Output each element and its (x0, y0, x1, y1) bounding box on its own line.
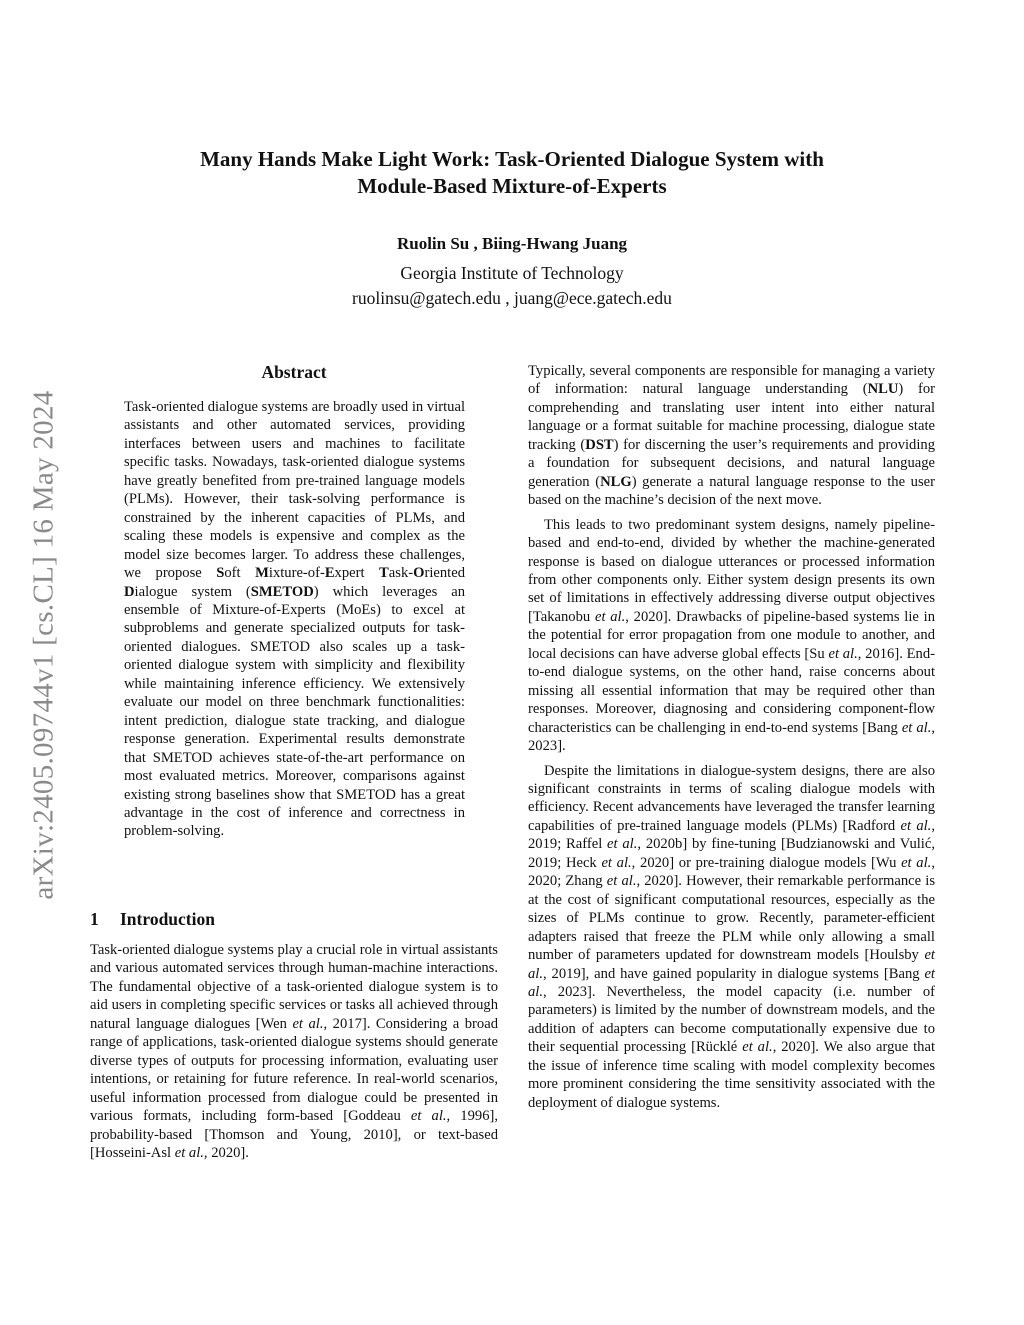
title-line-2: Module-Based Mixture-of-Experts (357, 174, 667, 198)
author-emails: ruolinsu@gatech.edu , juang@ece.gatech.edu (352, 288, 672, 308)
section-number: 1 (90, 909, 99, 929)
abstract-paragraph: Task-oriented dialogue systems are broadly used in virtual assistants and other automated services, providing interfaces between users and machines to facilitate specific tasks. Nowadays, task-oriented dialogue systems have greatly benefited from pre-trained language models (PLMs). However, their task-solving performance is constrained by the inherent capacities of PLMs, and scaling these models is expensive and complex as the model size becomes larger. To address these challenges, we propose Soft Mixture-of-Expert Task-Oriented Dialogue system (SMETOD) which leverages an ensemble of Mixture-of-Experts (MoEs) to excel at subproblems and generate specialized outputs for task-oriented dialogues. SMETOD also scales up a task-oriented dialogue system with simplicity and flexibility while maintaining inference efficiency. We extensively evaluate our model on three benchmark functionalities: intent prediction, dialogue state tracking, and dialogue response generation. Experimental results demonstrate that SMETOD achieves state-of-the-art performance on most evaluated metrics. Moreover, comparisons against existing strong baselines show that SMETOD has a great advantage in the cost of inference and correctness in problem-solving. (124, 399, 465, 840)
arxiv-identifier-stamp (20, 345, 68, 945)
introduction-left-column (90, 941, 498, 1162)
arxiv-identifier-text: arXiv:2405.09744v1 [cs.CL] 16 May 2024 (27, 390, 60, 900)
section-title: Introduction (120, 909, 215, 929)
abstract-heading: Abstract (261, 362, 327, 382)
author-names: Ruolin Su , Biing-Hwang Juang (396, 234, 628, 253)
introduction-paragraph-3: This leads to two predominant system designs, namely pipeline-based and end-to-end, divided by whether the machine-generated response is based on dialogue utterances or processed information from other components only. Either system design presents its own set of limitations in effectively addressing diverse output objectives [Takanobu et al., 2020]. Drawbacks of pipeline-based systems lie in the potential for error propagation from one module to another, and local decisions can have adverse global effects [Su et al., 2016]. End-to-end dialogue systems, on the other hand, raise concerns about missing all essential information that may be required other than responses. Moreover, diagnosing and considering component-flow characteristics can be challenging in end-to-end systems [Bang et al., 2023]. (528, 516, 936, 755)
introduction-paragraph-4: Despite the limitations in dialogue-system designs, there are also significant constraints in terms of scaling dialogue models with efficiency. Recent advancements have leveraged the transfer learning capabilities of pre-trained language models (PLMs) [Radford et al., 2019; Raffel et al., 2020b] by fine-tuning [Budzianowski and Vulić, 2019; Heck et al., 2020] or pre-training dialogue models [Wu et al., 2020; Zhang et al., 2020]. However, their remarkable performance is at the cost of significant computational resources, especially as the sizes of PLMs continue to grow. Recently, parameter-efficient adapters raised that freeze the PLM while only allowing a small number of parameters updated for downstream models [Houlsby et al., 2019], and have gained popularity in dialogue systems [Bang et al., 2023]. Nevertheless, the model capacity (i.e. number of parameters) is limited by the number of downstream models, and the addition of adapters can become computationally expensive due to their sequential processing [Rücklé et al., 2020]. We also argue that the issue of inference time scaling with model complexity becomes more prominent considering the time sensitivity associated with the deployment of dialogue systems. (528, 762, 935, 1111)
introduction-paragraph-2: Typically, several components are responsible for managing a variety of information: natural language understanding (NLU) for comprehending and translating user intent into either natural language or a format suitable for machine processing, dialogue state tracking (DST) for discerning the user’s requirements and providing a foundation for subsequent decisions, and natural language generation (NLG) generate a natural language response to the user based on the machine’s decision of the next move. (528, 363, 935, 509)
introduction-right-column (528, 362, 935, 1112)
affiliation: Georgia Institute of Technology (400, 263, 624, 283)
paper-title (100, 146, 924, 200)
introduction-paragraph-1: Task-oriented dialogue systems play a crucial role in virtual assistants and various automated services through human-machine interactions. The fundamental objective of a task-oriented dialogue system is to aid users in completing specific services or tasks all achieved through natural language dialogues [Wen et al., 2017]. Considering a broad range of applications, task-oriented dialogue systems should generate diverse types of outputs for processing information, evaluating user intentions, or retaining for future reference. In real-world scenarios, useful information processed from dialogue could be presented in various formats, including form-based [Goddeau et al., 1996], probability-based [Thomson and Young, 2010], or text-based [Hosseini-Asl et al., 2020]. (90, 942, 499, 1161)
section-heading-introduction (90, 908, 500, 930)
abstract-body (124, 398, 465, 841)
title-line-1: Many Hands Make Light Work: Task-Oriented Dialogue System with (200, 147, 824, 171)
